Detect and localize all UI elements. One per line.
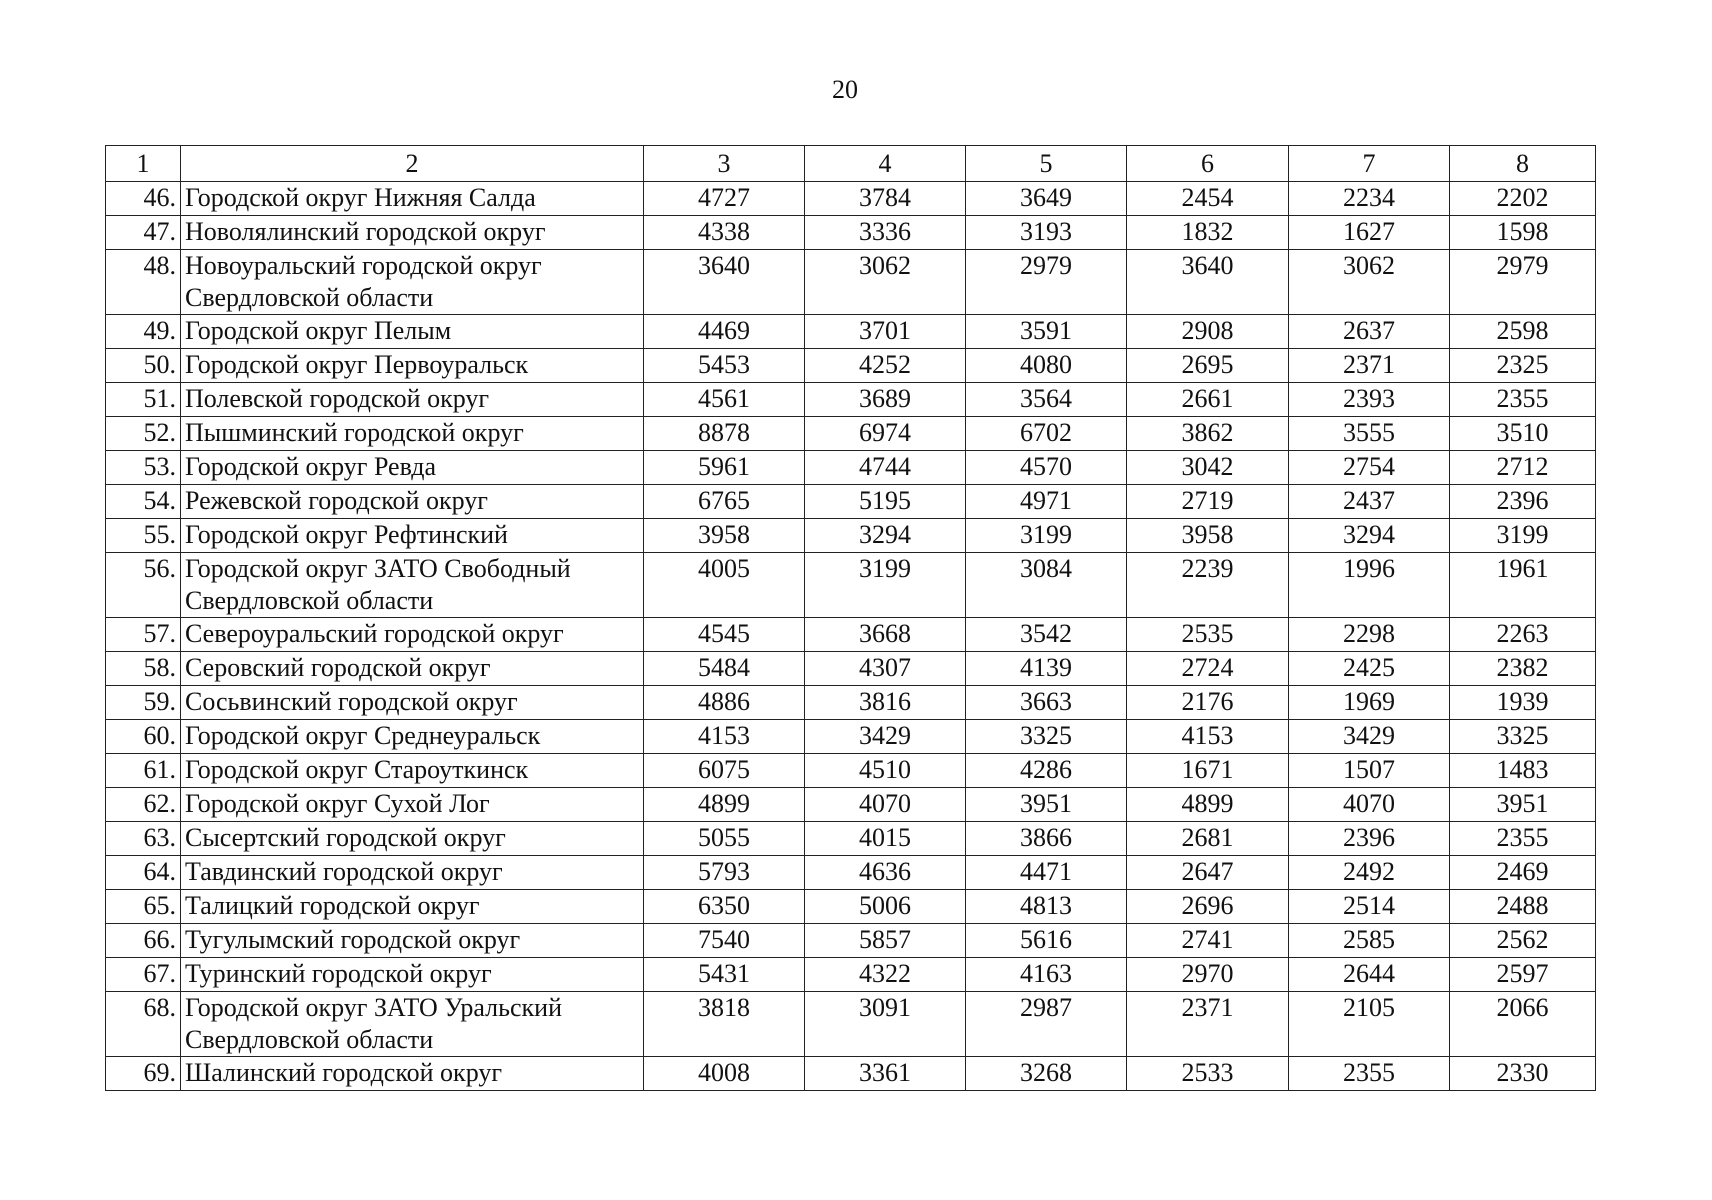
value-cell: 2970 [1127,958,1289,992]
row-number: 49. [106,315,181,349]
value-cell: 2908 [1127,315,1289,349]
row-number: 69. [106,1057,181,1091]
row-number: 50. [106,349,181,383]
value-cell: 4886 [644,686,805,720]
value-cell: 4005 [644,553,805,618]
value-cell: 3542 [966,618,1127,652]
value-cell: 6702 [966,417,1127,451]
value-cell: 2514 [1289,890,1450,924]
value-cell: 4727 [644,182,805,216]
page-number: 20 [832,75,858,104]
row-number: 52. [106,417,181,451]
value-cell: 1671 [1127,754,1289,788]
column-header: 7 [1289,146,1450,182]
value-cell: 2979 [966,250,1127,315]
value-cell: 4561 [644,383,805,417]
row-number: 48. [106,250,181,315]
row-number: 64. [106,856,181,890]
value-cell: 2202 [1450,182,1596,216]
value-cell: 2585 [1289,924,1450,958]
value-cell: 5484 [644,652,805,686]
row-number: 55. [106,519,181,553]
value-cell: 5431 [644,958,805,992]
value-cell: 8878 [644,417,805,451]
value-cell: 1832 [1127,216,1289,250]
table-row [106,992,1596,1057]
value-cell: 5453 [644,349,805,383]
municipality-name: Городской округ Пелым [181,315,644,349]
value-cell: 3816 [805,686,966,720]
value-cell: 3951 [1450,788,1596,822]
value-cell: 2637 [1289,315,1450,349]
value-cell: 2724 [1127,652,1289,686]
municipality-name: Городской округ ЗАТО Уральский Свердловской области [181,992,644,1057]
value-cell: 2754 [1289,451,1450,485]
value-cell: 4570 [966,451,1127,485]
value-cell: 3818 [644,992,805,1057]
value-cell: 3294 [1289,519,1450,553]
value-cell: 2234 [1289,182,1450,216]
value-cell: 5006 [805,890,966,924]
value-cell: 4636 [805,856,966,890]
value-cell: 2396 [1450,485,1596,519]
value-cell: 2298 [1289,618,1450,652]
value-cell: 3325 [1450,720,1596,754]
value-cell: 3591 [966,315,1127,349]
value-cell: 4286 [966,754,1127,788]
value-cell: 4338 [644,216,805,250]
value-cell: 3668 [805,618,966,652]
value-cell: 4070 [805,788,966,822]
value-cell: 3555 [1289,417,1450,451]
municipality-name: Городской округ Староуткинск [181,754,644,788]
table-row [106,686,1596,720]
value-cell: 2355 [1450,383,1596,417]
row-number: 58. [106,652,181,686]
table-row [106,652,1596,686]
municipality-name: Городской округ Сухой Лог [181,788,644,822]
value-cell: 4252 [805,349,966,383]
table-row [106,924,1596,958]
row-number: 53. [106,451,181,485]
table-row [106,349,1596,383]
row-number: 65. [106,890,181,924]
value-cell: 4744 [805,451,966,485]
table-row [106,788,1596,822]
row-number: 59. [106,686,181,720]
municipality-name: Городской округ Рефтинский [181,519,644,553]
value-cell: 2371 [1289,349,1450,383]
row-number: 67. [106,958,181,992]
table-row [106,485,1596,519]
value-cell: 2263 [1450,618,1596,652]
table-row [106,315,1596,349]
municipality-name: Полевской городской округ [181,383,644,417]
value-cell: 4899 [1127,788,1289,822]
value-cell: 3084 [966,553,1127,618]
data-table [105,145,1596,1091]
table-row [106,720,1596,754]
value-cell: 2105 [1289,992,1450,1057]
value-cell: 2741 [1127,924,1289,958]
table-row [106,1057,1596,1091]
table-row [106,250,1596,315]
value-cell: 3862 [1127,417,1289,451]
column-header: 5 [966,146,1127,182]
value-cell: 2647 [1127,856,1289,890]
column-header: 3 [644,146,805,182]
value-cell: 5616 [966,924,1127,958]
value-cell: 3429 [805,720,966,754]
value-cell: 3958 [1127,519,1289,553]
table-row [106,958,1596,992]
table-body [106,182,1596,1091]
value-cell: 2661 [1127,383,1289,417]
value-cell: 6974 [805,417,966,451]
row-number: 68. [106,992,181,1057]
value-cell: 2488 [1450,890,1596,924]
value-cell: 4471 [966,856,1127,890]
table-row [106,451,1596,485]
value-cell: 2597 [1450,958,1596,992]
value-cell: 4163 [966,958,1127,992]
table-row [106,182,1596,216]
row-number: 62. [106,788,181,822]
value-cell: 3784 [805,182,966,216]
value-cell: 4153 [1127,720,1289,754]
value-cell: 2695 [1127,349,1289,383]
value-cell: 3429 [1289,720,1450,754]
table-row [106,553,1596,618]
value-cell: 6075 [644,754,805,788]
value-cell: 4015 [805,822,966,856]
row-number: 51. [106,383,181,417]
value-cell: 1483 [1450,754,1596,788]
value-cell: 2371 [1127,992,1289,1057]
value-cell: 3958 [644,519,805,553]
value-cell: 2979 [1450,250,1596,315]
value-cell: 2355 [1450,822,1596,856]
value-cell: 3325 [966,720,1127,754]
value-cell: 3062 [1289,250,1450,315]
value-cell: 2382 [1450,652,1596,686]
municipality-name: Городской округ Ревда [181,451,644,485]
municipality-name: Городской округ Нижняя Салда [181,182,644,216]
municipality-name: Новолялинский городской округ [181,216,644,250]
value-cell: 3701 [805,315,966,349]
value-cell: 2355 [1289,1057,1450,1091]
value-cell: 1969 [1289,686,1450,720]
table-row [106,417,1596,451]
table-row [106,519,1596,553]
table-row [106,822,1596,856]
value-cell: 4070 [1289,788,1450,822]
municipality-name: Серовский городской округ [181,652,644,686]
value-cell: 3866 [966,822,1127,856]
value-cell: 2066 [1450,992,1596,1057]
value-cell: 5857 [805,924,966,958]
value-cell: 7540 [644,924,805,958]
value-cell: 5055 [644,822,805,856]
value-cell: 2719 [1127,485,1289,519]
value-cell: 4545 [644,618,805,652]
value-cell: 2598 [1450,315,1596,349]
value-cell: 3564 [966,383,1127,417]
value-cell: 4008 [644,1057,805,1091]
municipality-name: Тугулымский городской округ [181,924,644,958]
value-cell: 3199 [1450,519,1596,553]
table-row [106,216,1596,250]
row-number: 56. [106,553,181,618]
municipality-name: Североуральский городской округ [181,618,644,652]
value-cell: 2696 [1127,890,1289,924]
value-cell: 3042 [1127,451,1289,485]
value-cell: 5793 [644,856,805,890]
value-cell: 1598 [1450,216,1596,250]
value-cell: 2437 [1289,485,1450,519]
value-cell: 4322 [805,958,966,992]
value-cell: 3193 [966,216,1127,250]
municipality-name: Режевской городской округ [181,485,644,519]
value-cell: 2987 [966,992,1127,1057]
value-cell: 3361 [805,1057,966,1091]
row-number: 61. [106,754,181,788]
value-cell: 2535 [1127,618,1289,652]
table-row [106,618,1596,652]
value-cell: 5195 [805,485,966,519]
column-header: 4 [805,146,966,182]
value-cell: 1996 [1289,553,1450,618]
row-number: 60. [106,720,181,754]
value-cell: 4510 [805,754,966,788]
value-cell: 2393 [1289,383,1450,417]
value-cell: 2396 [1289,822,1450,856]
municipality-name: Талицкий городской округ [181,890,644,924]
table-row [106,383,1596,417]
value-cell: 4153 [644,720,805,754]
municipality-name: Туринский городской округ [181,958,644,992]
municipality-name: Городской округ Первоуральск [181,349,644,383]
value-cell: 2239 [1127,553,1289,618]
value-cell: 2454 [1127,182,1289,216]
value-cell: 4813 [966,890,1127,924]
value-cell: 3091 [805,992,966,1057]
municipality-name: Шалинский городской округ [181,1057,644,1091]
row-number: 54. [106,485,181,519]
row-number: 47. [106,216,181,250]
value-cell: 3268 [966,1057,1127,1091]
value-cell: 3649 [966,182,1127,216]
value-cell: 3951 [966,788,1127,822]
table-header-row [106,146,1596,182]
value-cell: 2425 [1289,652,1450,686]
value-cell: 3640 [644,250,805,315]
column-header: 1 [106,146,181,182]
table-row [106,856,1596,890]
value-cell: 4139 [966,652,1127,686]
value-cell: 2469 [1450,856,1596,890]
column-header: 6 [1127,146,1289,182]
value-cell: 3199 [805,553,966,618]
row-number: 57. [106,618,181,652]
value-cell: 2712 [1450,451,1596,485]
value-cell: 2330 [1450,1057,1596,1091]
table-row [106,754,1596,788]
value-cell: 2533 [1127,1057,1289,1091]
value-cell: 3663 [966,686,1127,720]
value-cell: 3062 [805,250,966,315]
value-cell: 3640 [1127,250,1289,315]
municipality-name: Городской округ Среднеуральск [181,720,644,754]
value-cell: 4080 [966,349,1127,383]
value-cell: 3689 [805,383,966,417]
value-cell: 2681 [1127,822,1289,856]
value-cell: 1627 [1289,216,1450,250]
value-cell: 2176 [1127,686,1289,720]
column-header: 8 [1450,146,1596,182]
table-row [106,890,1596,924]
value-cell: 1507 [1289,754,1450,788]
value-cell: 6765 [644,485,805,519]
municipality-name: Пышминский городской округ [181,417,644,451]
municipality-name: Городской округ ЗАТО Свободный Свердловской области [181,553,644,618]
municipality-name: Тавдинский городской округ [181,856,644,890]
value-cell: 4307 [805,652,966,686]
value-cell: 2644 [1289,958,1450,992]
municipality-name: Новоуральский городской округ Свердловской области [181,250,644,315]
row-number: 63. [106,822,181,856]
municipality-name: Сосьвинский городской округ [181,686,644,720]
value-cell: 6350 [644,890,805,924]
value-cell: 2562 [1450,924,1596,958]
value-cell: 3510 [1450,417,1596,451]
value-cell: 3294 [805,519,966,553]
value-cell: 4971 [966,485,1127,519]
value-cell: 4469 [644,315,805,349]
value-cell: 2492 [1289,856,1450,890]
value-cell: 3199 [966,519,1127,553]
value-cell: 4899 [644,788,805,822]
value-cell: 5961 [644,451,805,485]
municipality-name: Сысертский городской округ [181,822,644,856]
row-number: 66. [106,924,181,958]
column-header: 2 [181,146,644,182]
row-number: 46. [106,182,181,216]
value-cell: 1961 [1450,553,1596,618]
value-cell: 2325 [1450,349,1596,383]
value-cell: 1939 [1450,686,1596,720]
value-cell: 3336 [805,216,966,250]
